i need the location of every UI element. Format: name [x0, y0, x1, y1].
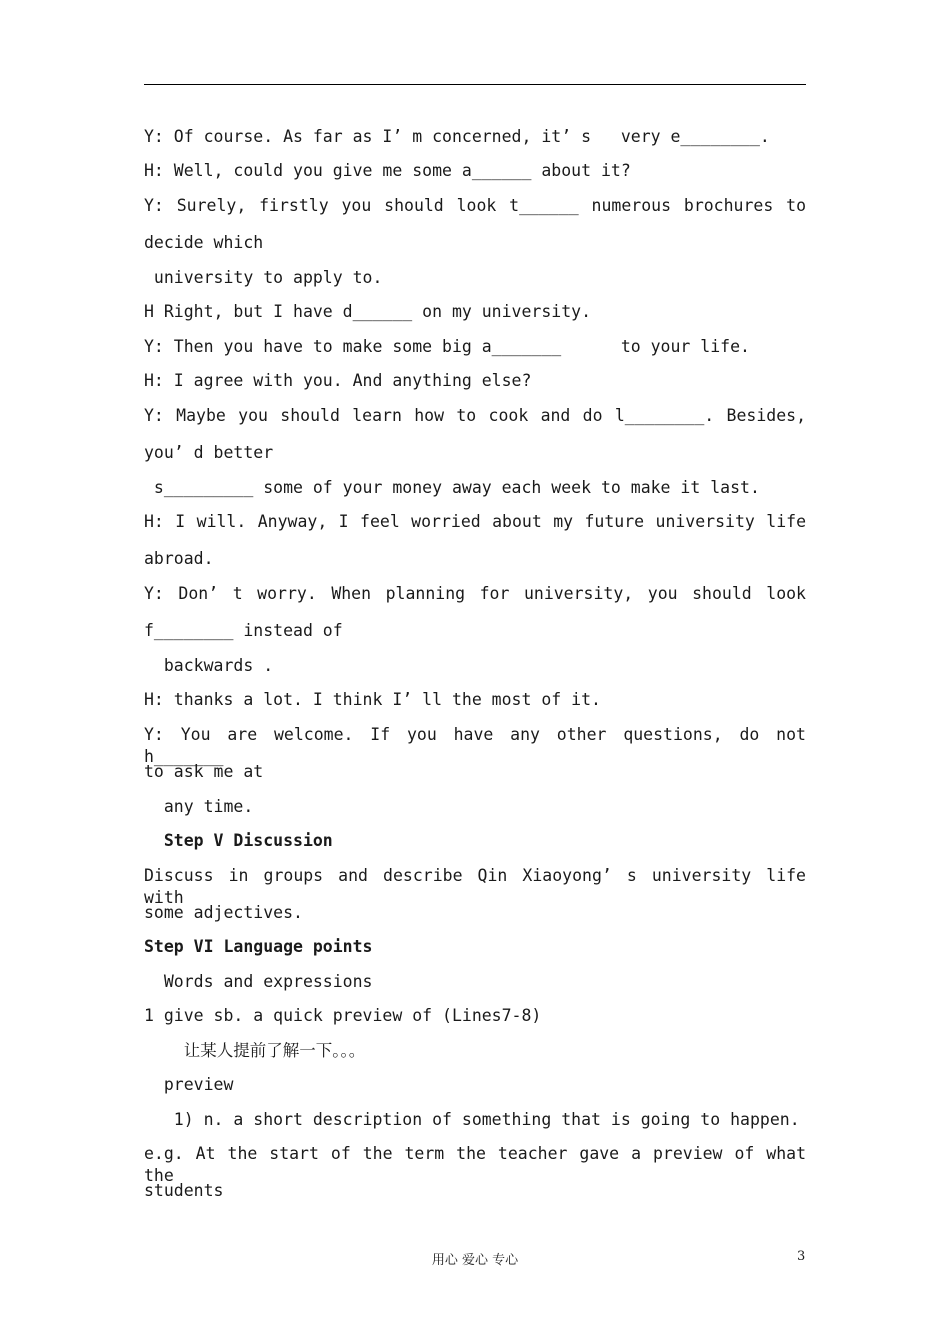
paragraph-line: 1 give sb. a quick preview of (Lines7-8): [144, 1006, 542, 1025]
dialogue-line: H Right, but I have d______ on my university.: [144, 302, 592, 321]
dialogue-line: decide which: [144, 233, 264, 252]
paragraph-line: preview: [144, 1075, 234, 1094]
dialogue-line: Y: Then you have to make some big a_______ to your life.: [144, 337, 750, 356]
paragraph-line: 1) n. a short description of something that is going to happen.: [144, 1110, 800, 1129]
header-rule: [144, 84, 806, 85]
example-line: e.g. At the start of the term the teacher gave a preview of what the: [144, 1144, 806, 1185]
paragraph-line: Discuss in groups and describe Qin Xiaoyong’ s university life with: [144, 866, 806, 907]
subheading: Words and expressions: [144, 972, 373, 991]
dialogue-line: s_________ some of your money away each week to make it last.: [144, 478, 760, 497]
dialogue-line: f________ instead of: [144, 621, 343, 640]
dialogue-line: any time.: [144, 797, 254, 816]
dialogue-line: university to apply to.: [144, 268, 383, 287]
dialogue-line: to ask me at: [144, 762, 264, 781]
page-footer: 用心 爱心 专心: [431, 1253, 519, 1268]
dialogue-line: Y: Maybe you should learn how to cook and do l________. Besides,: [144, 406, 806, 425]
section-heading: Step V Discussion: [144, 831, 333, 850]
dialogue-line: H: I agree with you. And anything else?: [144, 371, 532, 390]
dialogue-line: H: I will. Anyway, I feel worried about my future university life: [144, 512, 806, 531]
example-line: students: [144, 1181, 224, 1200]
section-heading: Step VI Language points: [144, 937, 373, 956]
dialogue-line: backwards .: [144, 656, 274, 675]
chinese-gloss: 让某人提前了解一下。。。: [144, 1041, 366, 1060]
dialogue-line: Y: Of course. As far as I’ m concerned, it’ s very e________.: [144, 127, 770, 146]
page-number: 3: [797, 1249, 806, 1264]
dialogue-line: Y: Don’ t worry. When planning for university, you should look: [144, 584, 806, 603]
dialogue-line: H: Well, could you give me some a______ about it?: [144, 161, 631, 180]
dialogue-line: Y: Surely, firstly you should look t______ numerous brochures to: [144, 196, 806, 215]
dialogue-line: Y: You are welcome. If you have any other questions, do not h_______: [144, 725, 806, 766]
dialogue-line: you’ d better: [144, 443, 274, 462]
dialogue-line: H: thanks a lot. I think I’ ll the most of it.: [144, 690, 601, 709]
paragraph-line: some adjectives.: [144, 903, 303, 922]
dialogue-line: abroad.: [144, 549, 214, 568]
